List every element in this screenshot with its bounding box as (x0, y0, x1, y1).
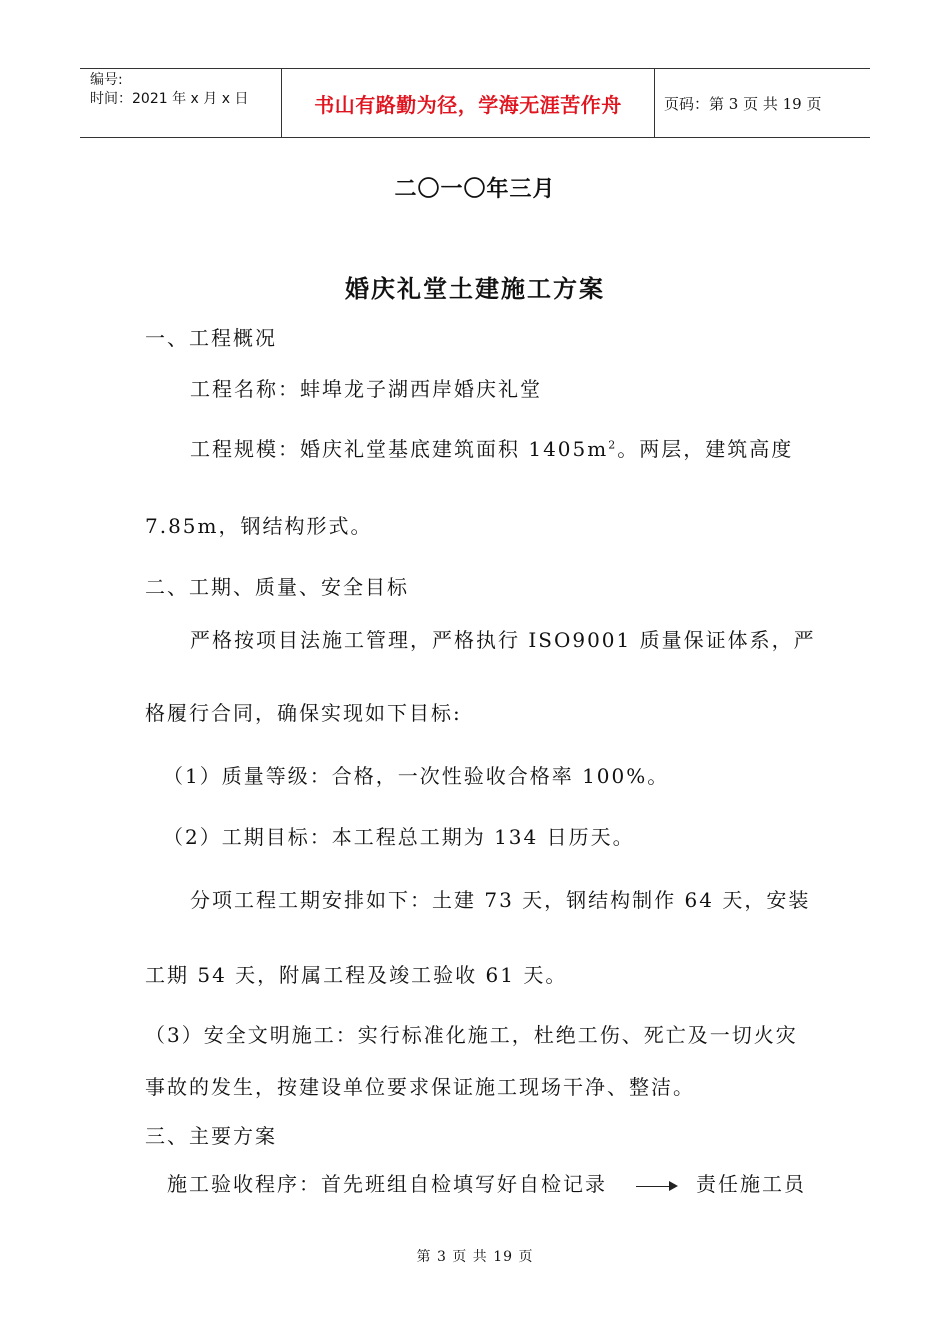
page-info: 页码：第 3 页 共 19 页 (664, 94, 822, 113)
section-heading-targets: 二、工期、质量、安全目标 (145, 575, 409, 599)
schedule-line1: 分项工程工期安排如下：土建 73 天，钢结构制作 64 天，安装 (190, 888, 811, 912)
schedule-line2: 工期 54 天，附属工程及竣工验收 61 天。 (145, 963, 568, 987)
procedure-next-step: 责任施工员 (696, 1172, 806, 1196)
targets-paragraph-line2: 格履行合同，确保实现如下目标: (145, 701, 462, 725)
project-scale-continued: 7.85m，钢结构形式。 (145, 514, 373, 538)
goal-safety-line2: 事故的发生，按建设单位要求保证施工现场干净、整洁。 (145, 1075, 695, 1099)
goal-schedule: （2）工期目标：本工程总工期为 134 日历天。 (163, 825, 635, 849)
section-heading-plan: 三、主要方案 (145, 1124, 277, 1148)
header-meta (80, 69, 280, 137)
superscript-2: 2 (608, 438, 618, 452)
document-title: 婚庆礼堂土建施工方案 (345, 274, 605, 303)
date-heading: 二〇一〇年三月 (394, 177, 556, 202)
time-label: 时间：2021 年 x 月 x 日 (90, 91, 249, 107)
page-header (80, 68, 870, 138)
number-label: 编号: (90, 72, 123, 88)
targets-paragraph-line1: 严格按项目法施工管理，严格执行 ISO9001 质量保证体系，严 (190, 628, 816, 652)
goal-safety-line1: （3）安全文明施工：实行标准化施工，杜绝工伤、死亡及一切火灾 (145, 1023, 798, 1047)
goal-quality: （1）质量等级：合格，一次性验收合格率 100%。 (163, 764, 670, 788)
project-name: 工程名称：蚌埠龙子湖西岸婚庆礼堂 (190, 377, 542, 401)
project-scale-line (190, 433, 793, 462)
page-footer: 第 3 页 共 19 页 (416, 1249, 534, 1265)
arrow-right-icon (636, 1178, 680, 1194)
section-heading-overview: 一、工程概况 (145, 326, 277, 350)
motto: 书山有路勤为径，学海无涯苦作舟 (314, 92, 622, 117)
project-scale-text: 工程规模：婚庆礼堂基底建筑面积 1405m (190, 437, 609, 461)
header-motto-cell (281, 69, 655, 137)
project-scale-text-end: 。两层，建筑高度 (617, 437, 794, 461)
procedure-text: 施工验收程序：首先班组自检填写好自检记录 (167, 1172, 607, 1196)
